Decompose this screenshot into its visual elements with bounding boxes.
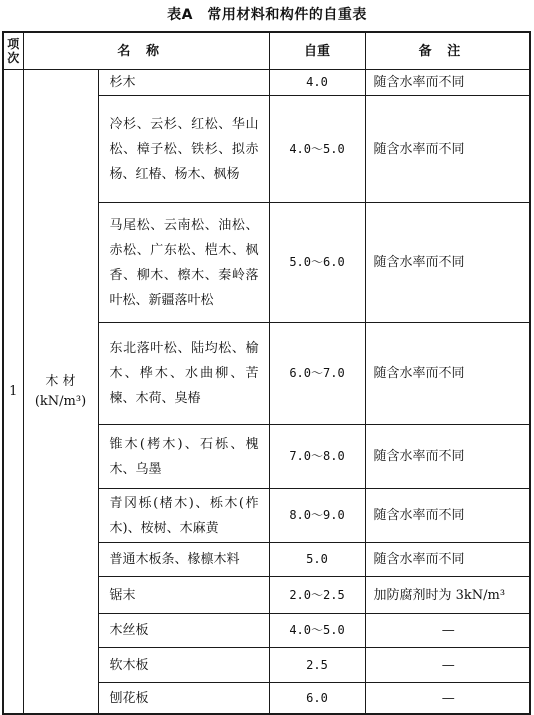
material-remark: 加防腐剂时为 3kN/m³ bbox=[365, 577, 530, 614]
material-weight: 7.0～8.0 bbox=[269, 425, 365, 489]
material-name: 软木板 bbox=[98, 648, 269, 683]
material-weight-table bbox=[2, 31, 531, 715]
material-remark: 随含水率而不同 bbox=[365, 425, 530, 489]
category-unit: (kN/m³) bbox=[34, 393, 87, 409]
material-remark: — bbox=[365, 614, 530, 648]
header-index: 项次 bbox=[3, 32, 23, 70]
material-remark: 随含水率而不同 bbox=[365, 323, 530, 425]
material-name: 刨花板 bbox=[98, 683, 269, 715]
material-name: 木丝板 bbox=[98, 614, 269, 648]
header-remark: 备注 bbox=[365, 32, 530, 70]
material-remark: 随含水率而不同 bbox=[365, 96, 530, 203]
material-weight: 5.0～6.0 bbox=[269, 203, 365, 323]
material-name: 锯末 bbox=[98, 577, 269, 614]
category-label: 木 材 bbox=[45, 373, 76, 389]
material-remark: — bbox=[365, 648, 530, 683]
material-remark: — bbox=[365, 683, 530, 715]
table-title: 表A 常用材料和构件的自重表 bbox=[167, 7, 367, 23]
material-remark: 随含水率而不同 bbox=[365, 70, 530, 96]
group-category bbox=[23, 70, 98, 715]
material-weight: 4.0 bbox=[269, 70, 365, 96]
material-remark: 随含水率而不同 bbox=[365, 489, 530, 543]
material-name: 马尾松、云南松、油松、赤松、广东松、桤木、枫香、柳木、檫木、秦岭落叶松、新疆落叶松 bbox=[98, 203, 269, 323]
material-name: 普通木板条、椽檩木料 bbox=[98, 543, 269, 577]
group-index: 1 bbox=[3, 70, 23, 715]
material-remark: 随含水率而不同 bbox=[365, 543, 530, 577]
material-weight: 5.0 bbox=[269, 543, 365, 577]
material-weight: 6.0～7.0 bbox=[269, 323, 365, 425]
table-row bbox=[3, 70, 530, 96]
header-name: 名称 bbox=[23, 32, 269, 70]
header-row bbox=[3, 32, 530, 70]
material-name: 青冈栎(楮木)、栎木(柞木)、桉树、木麻黄 bbox=[98, 489, 269, 543]
material-weight: 6.0 bbox=[269, 683, 365, 715]
material-remark: 随含水率而不同 bbox=[365, 203, 530, 323]
material-name: 锥木(栲木)、石栎、槐木、乌墨 bbox=[98, 425, 269, 489]
material-weight: 2.5 bbox=[269, 648, 365, 683]
material-name: 冷杉、云杉、红松、华山松、樟子松、铁杉、拟赤杨、红椿、杨木、枫杨 bbox=[98, 96, 269, 203]
material-name: 东北落叶松、陆均松、榆木、桦木、水曲柳、苦楝、木荷、臭椿 bbox=[98, 323, 269, 425]
material-weight: 2.0～2.5 bbox=[269, 577, 365, 614]
header-weight: 自重 bbox=[269, 32, 365, 70]
material-weight: 4.0～5.0 bbox=[269, 614, 365, 648]
material-name: 杉木 bbox=[98, 70, 269, 96]
material-weight: 4.0～5.0 bbox=[269, 96, 365, 203]
material-weight: 8.0～9.0 bbox=[269, 489, 365, 543]
